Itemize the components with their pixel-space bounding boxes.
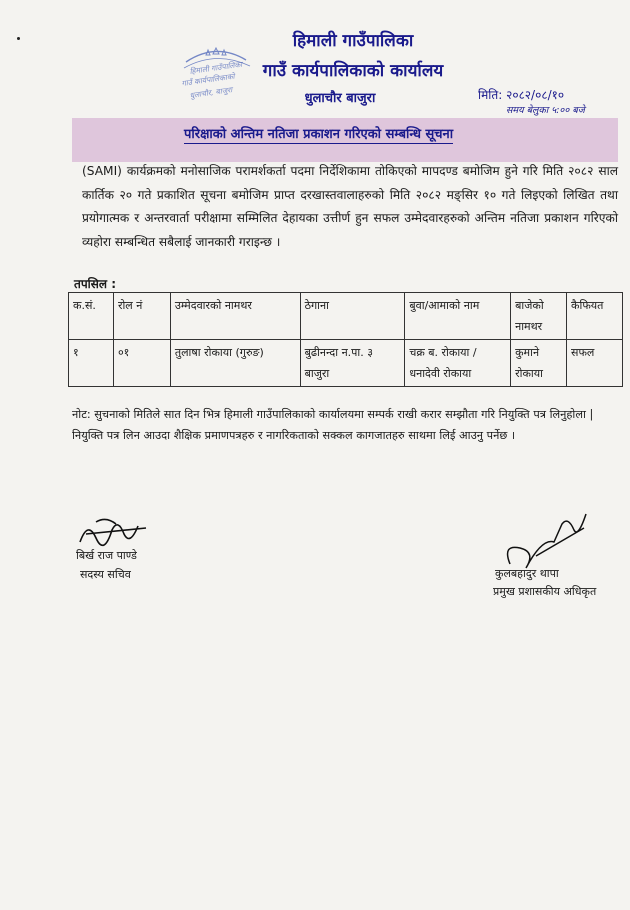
notice-time: समय बेलुका ५:०० बजे: [506, 105, 585, 116]
signatory-right-title: प्रमुख प्रशासकीय अधिकृत: [493, 585, 597, 598]
signatory-left-name: बिर्ख राज पाण्डे: [76, 549, 137, 562]
signatory-right-name: कुलबहादुर थापा: [495, 567, 559, 580]
stamp-line-2: गाउँ कार्यपालिकाको: [181, 71, 236, 88]
cell-roll: ०१: [113, 340, 170, 387]
table-row: [69, 340, 623, 387]
notice-note: नोट: सुचनाको मितिले सात दिन भित्र हिमाली गाउँपालिकाको कार्यालयमा सम्पर्क राखी करार सम्झौता गरि नियुक्ति पत्र लिनुहोला | नियुक्ति पत्र लिन आउदा शैक्षिक प्रमाणपत्रहरु र नागरिकताको सक्कल कागजातहरु साथमा लिई आउनु पर्नेछ ।: [72, 408, 594, 442]
notice-subject: परिक्षाको अन्तिम नतिजा प्रकाशन गरिएको सम्बन्धि सूचना: [184, 124, 453, 144]
cell-grandfather: कुमाने रोकाया: [511, 340, 567, 387]
notice-body: (SAMI) कार्यक्रमको मनोसाजिक परामर्शकर्ता पदमा निर्देशिकामा तोकिएको मापदण्ड बमोजिम हुने गरि मिति २०८२ साल कार्तिक २० गते प्रकाशित सूचना बमोजिम प्राप्त दरखास्तवालाहरुको मिति २०८२ मङ्सिर १० गते लिइएको लिखित तथा प्रयोगात्मक र अन्तरवार्ता परीक्षामा सम्मिलित देहायका उत्तीर्ण हुन सफल उम्मेदवारहरुको अन्तिम नतिजा प्रकाशन गरिएको व्यहोरा सम्बन्धित सबैलाई जानकारी गराइन्छ ।: [82, 164, 618, 249]
speck: [17, 37, 20, 40]
cell-address: बुढीनन्दा न.पा. ३ बाजुरा: [300, 340, 405, 387]
cell-parents: चक्र ब. रोकाया / धनादेवी रोकाया: [405, 340, 511, 387]
office-location: धुलाचौर बाजुरा: [304, 91, 376, 106]
details-label: तपसिल :: [74, 277, 116, 291]
org-name: हिमाली गाउँपालिका: [292, 31, 414, 51]
cell-remarks: सफल: [567, 340, 623, 387]
col-header-roll: रोल नं: [113, 293, 170, 340]
col-header-remarks: कैफियत: [567, 293, 623, 340]
stamp-line-3: धुलाचौर, बाजुरा: [189, 85, 233, 100]
col-header-sn: क.सं.: [69, 293, 114, 340]
cell-name: तुलाषा रोकाया (गुरुङ): [170, 340, 300, 387]
stamp-line-1: हिमाली गाउँपालिका: [189, 59, 243, 76]
results-table: [68, 292, 623, 387]
notice-date: मिति: २०८२/०८/१०: [478, 88, 565, 102]
col-header-address: ठेगाना: [300, 293, 405, 340]
signatory-left-title: सदस्य सचिव: [80, 568, 131, 581]
cell-sn: १: [69, 340, 114, 387]
col-header-parents: बुवा/आमाको नाम: [405, 293, 511, 340]
col-header-name: उम्मेदवारको नामथर: [170, 293, 300, 340]
col-header-grandfather: बाजेको नामथर: [511, 293, 567, 340]
table-header-row: [69, 293, 623, 340]
office-name: गाउँ कार्यपालिकाको कार्यालय: [262, 61, 444, 81]
